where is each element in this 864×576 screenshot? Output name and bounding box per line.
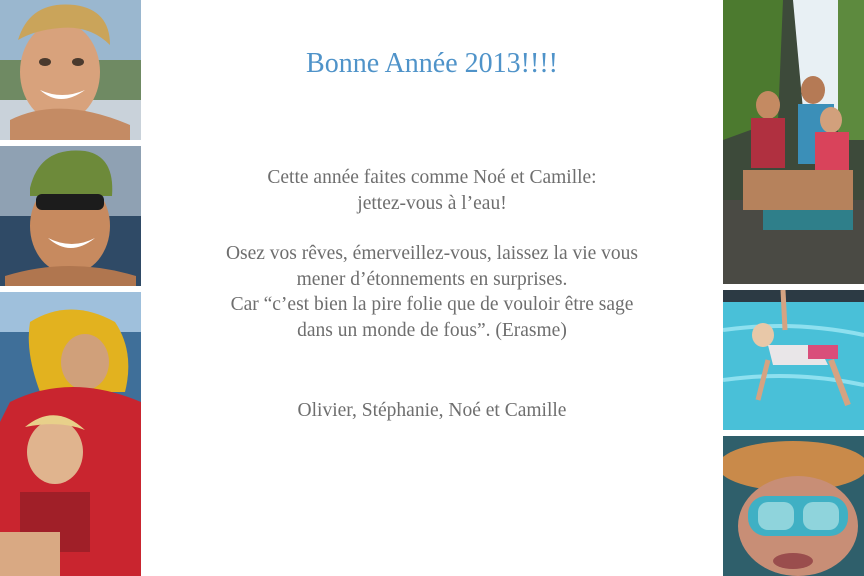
card-signature: Olivier, Stéphanie, Noé et Camille: [297, 400, 567, 421]
photo-smiling-boy: [0, 0, 141, 140]
message-line: mener d’étonnements en surprises.: [296, 268, 568, 290]
card-title: Bonne Année 2013!!!!: [306, 48, 558, 79]
card-message: [141, 165, 723, 343]
message-line: Osez vos rêves, émerveillez-vous, laissez la vie vous: [225, 243, 639, 264]
photo-snorkel-mask: [723, 436, 864, 576]
photo-family-waterfall: [723, 0, 864, 284]
photo-man-green-cap: [0, 146, 141, 286]
photo-child-jumping-pool: [723, 290, 864, 430]
message-line: Car “c’est bien la pire folie que de vouloir être sage: [230, 294, 634, 315]
message-line: dans un monde de fous”. (Erasme): [297, 319, 567, 341]
photo-sailors-hug: [0, 292, 141, 576]
message-line: jettez-vous à l’eau!: [357, 192, 507, 214]
message-line: Cette année faites comme Noé et Camille:: [267, 167, 597, 188]
